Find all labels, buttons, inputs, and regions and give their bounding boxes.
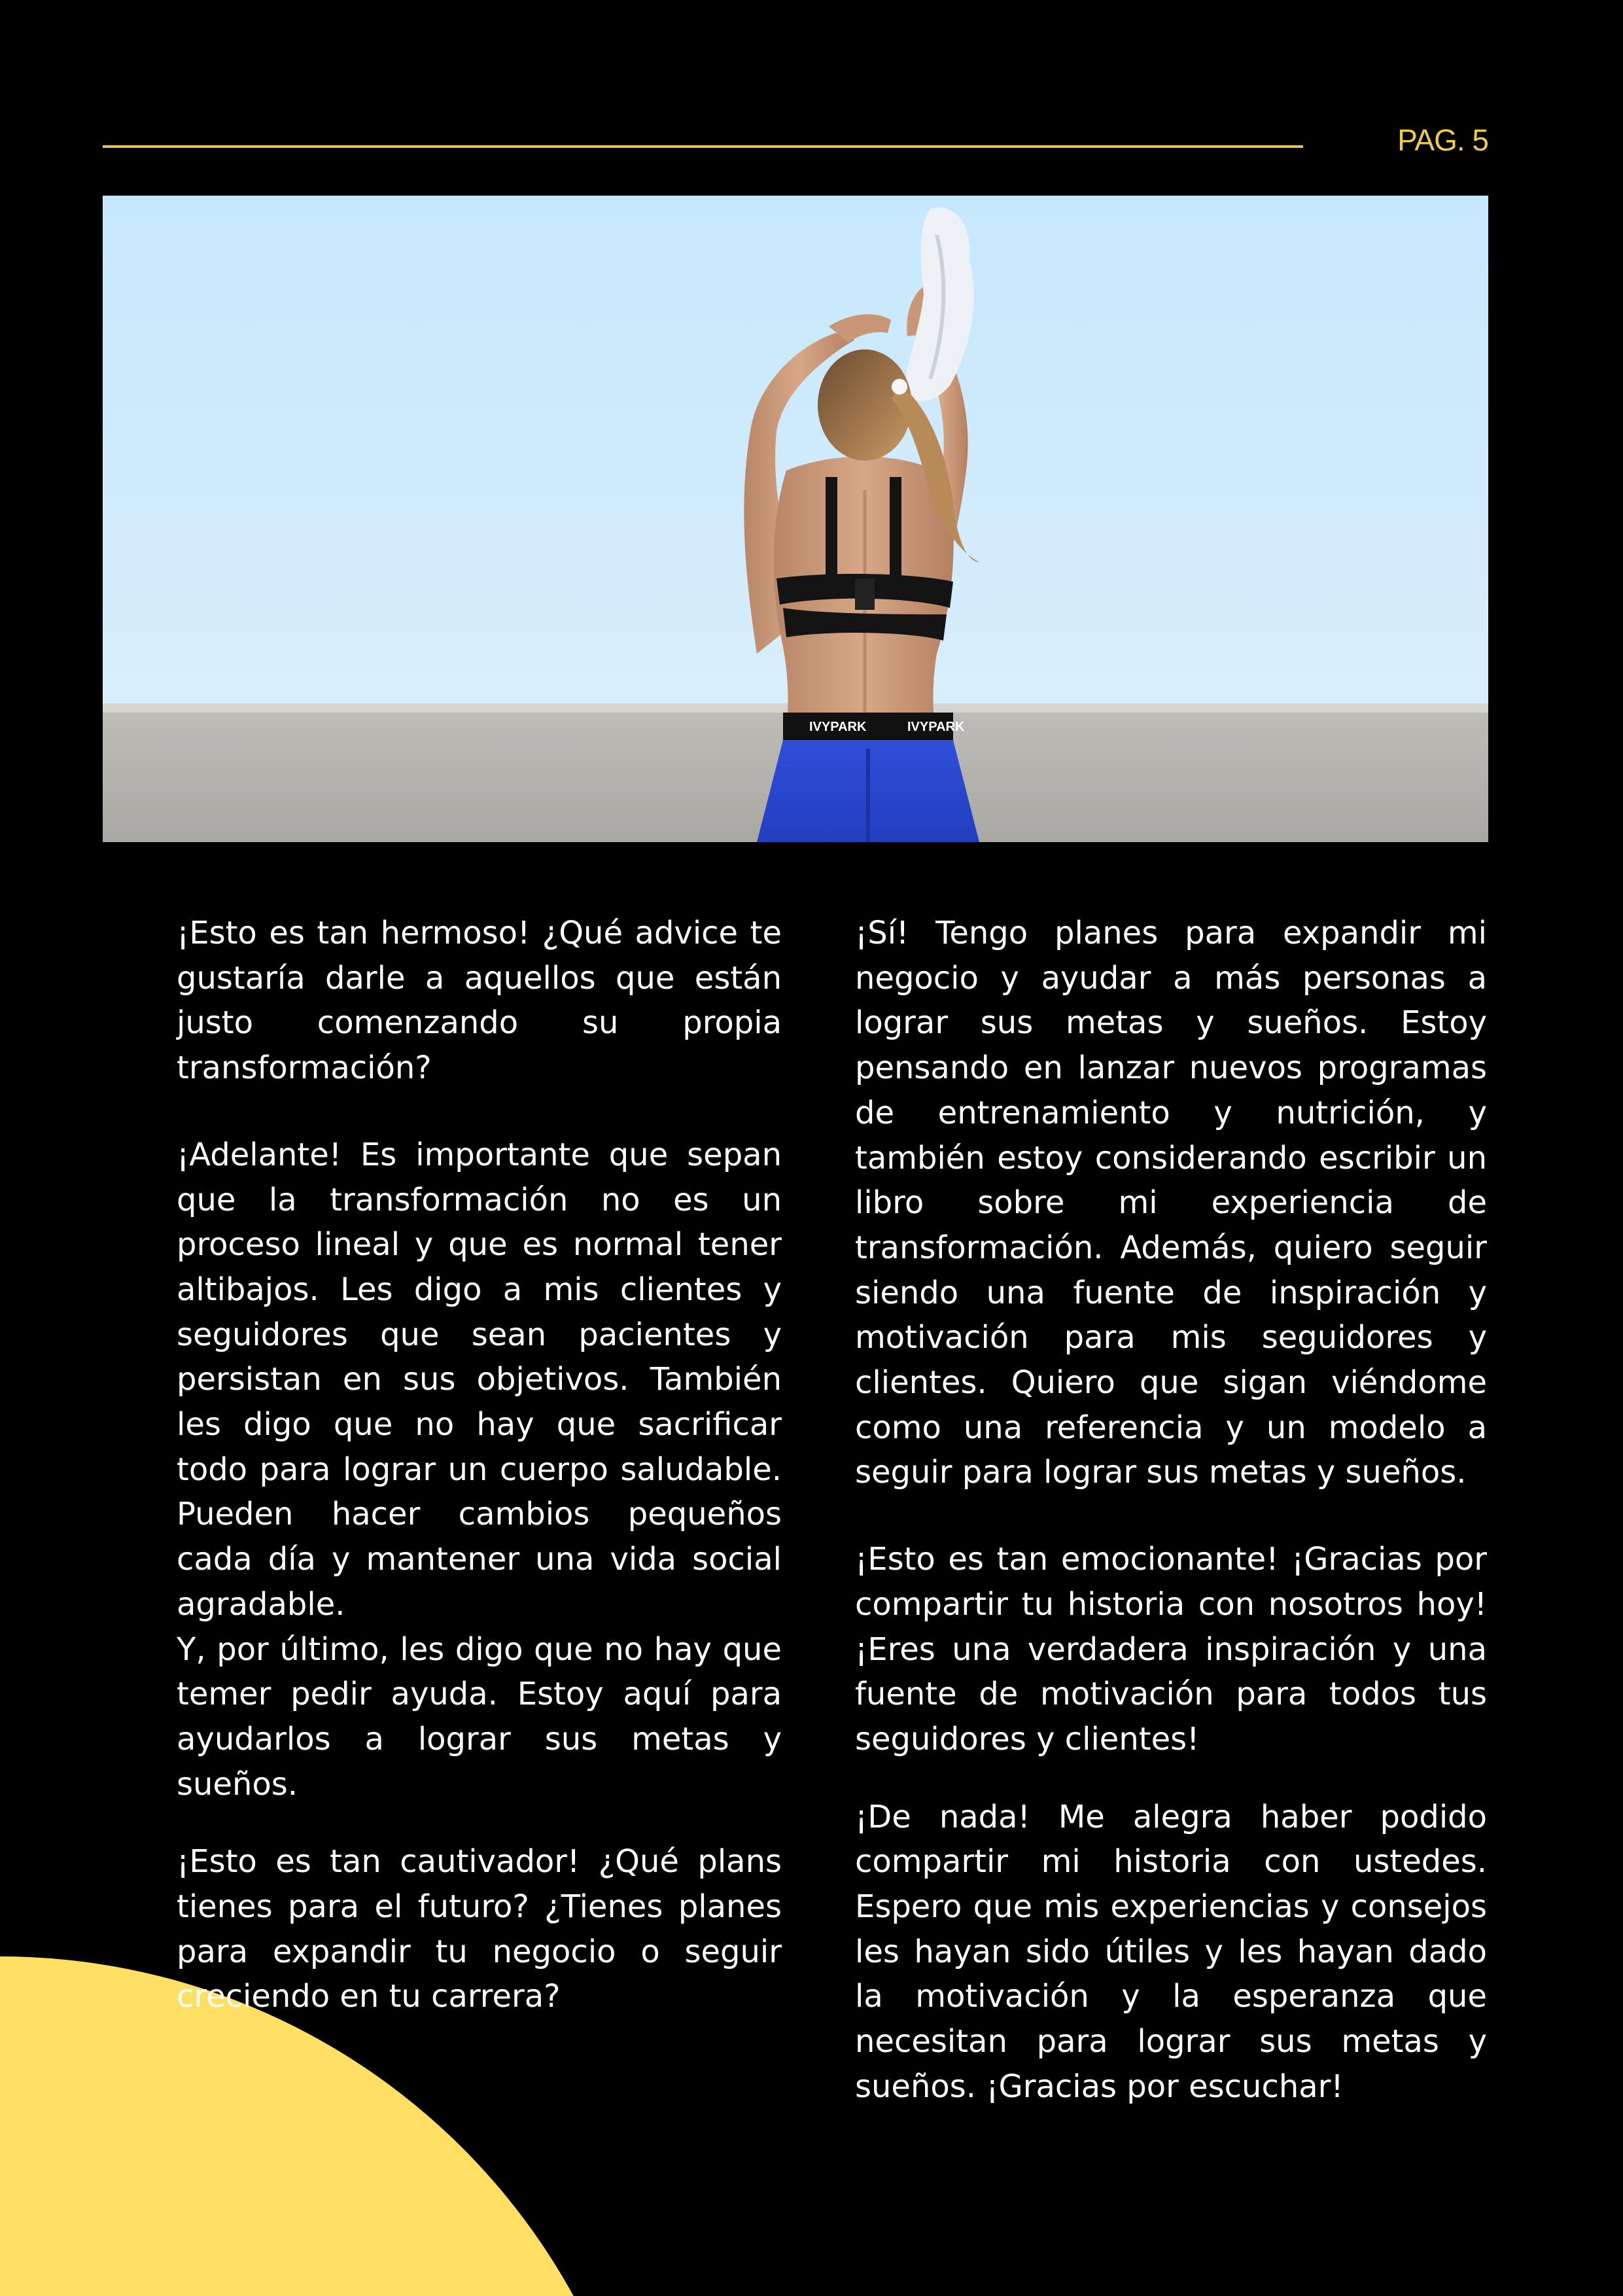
answer-2: ¡Sí! Tengo planes para expandir mi negocio y ayudar a más personas a lograr sus metas y sueños. Estoy pensando en lanzar nuevos programas de entrenamiento y nutrición, y también estoy considerando escribir un libro sobre mi experiencia de transformación. Además, quiero seguir siendo una fuente de inspiración y motivación para mis seguidores y clientes. Quiero que sigan viéndome como una referencia y un modelo a seguir para lograr sus metas y sueños. [855, 915, 1487, 1491]
header-divider-line [103, 145, 1303, 148]
bra-strap-right [890, 477, 901, 582]
right-text-column [855, 911, 1487, 2110]
left-text-column [177, 911, 782, 2019]
interviewer-question-1: ¡Esto es tan hermoso! ¿Qué advice te gustaría darle a aquellos que están justo comenzando su propia transformación? [177, 915, 782, 1087]
waistband-text-right: IVYPARK [907, 720, 965, 734]
bra-clasp [855, 578, 875, 610]
closing-answer: ¡De nada! Me alegra haber podido compartir mi historia con ustedes. Espero que mis experiencias y consejos les hayan sido útiles y les hayan dado la motivación y la esperanza que necesitan para lograr sus metas y sueños. ¡Gracias por escuchar! [855, 1798, 1487, 2105]
interviewer-question-2: ¡Esto es tan cautivador! ¿Qué plans tienes para el futuro? ¿Tienes planes para expandir tu negocio o seguir creciendo en tu carrera? [177, 1843, 782, 2015]
interviewer-closing: ¡Esto es tan emocionante! ¡Gracias por compartir tu historia con nosotros hoy! ¡Eres una verdadera inspiración y una fuente de motivación para todos tus seguidores y clientes! [855, 1541, 1487, 1757]
answer-1: ¡Adelante! Es importante que sepan que la transformación no es un proceso lineal y que es normal tener altibajos. Les digo a mis clientes y seguidores que sean pacientes y persistan en sus objetivos. También les digo que no hay que sacrificar todo para lograr un cuerpo saludable. Pueden hacer cambios pequeños cada día y mantener una vida social agradable. [177, 1136, 782, 1623]
waistband-text-left: IVYPARK [809, 720, 867, 734]
answer-1-continued: Y, por último, les digo que no hay que temer pedir ayuda. Estoy aquí para ayudarlos a lograr sus metas y sueños. [177, 1631, 782, 1803]
hair-tie [892, 379, 907, 395]
hero-photo-woman-tying-hair [103, 196, 1488, 842]
page-number: PAG. 5 [1397, 123, 1488, 157]
bra-strap-left [826, 477, 837, 582]
